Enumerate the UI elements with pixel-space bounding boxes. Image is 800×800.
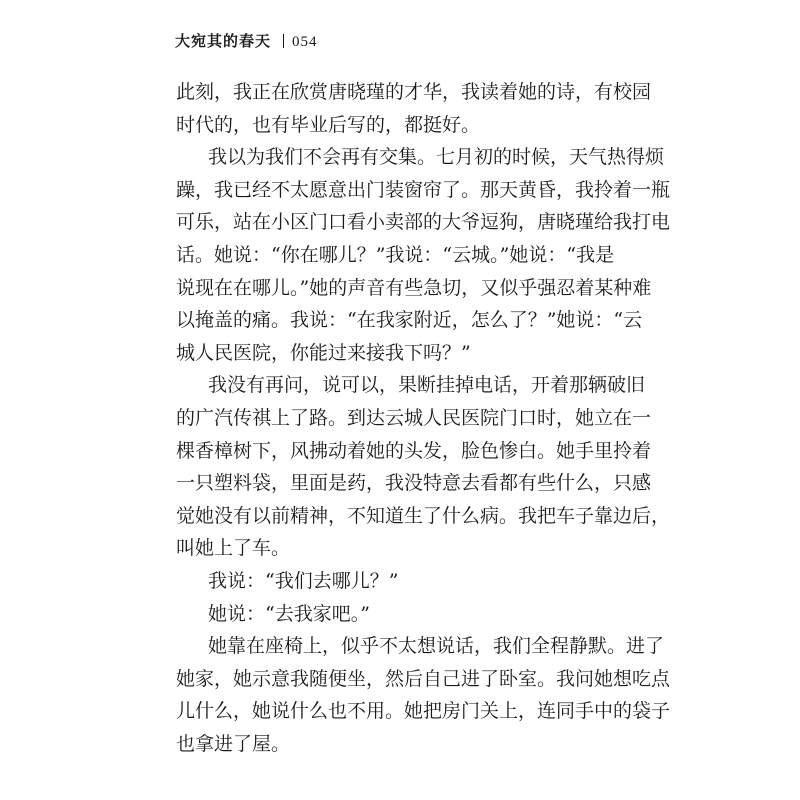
running-head [175, 30, 318, 51]
text-line: 她说：“去我家吧。” [208, 602, 370, 625]
text-line: 以掩盖的痛。我说：“在我家附近，怎么了？”她说：“云 [176, 309, 643, 332]
text-line: 躁，我已经不太愿意出门装窗帘了。那天黄昏，我拎着一瓶 [176, 178, 671, 201]
text-line: 一只塑料袋，里面是药，我没特意去看都有些什么，只感 [176, 472, 652, 495]
book-title: 大宛其的春天 [175, 32, 272, 50]
text-line: 她靠在座椅上，似乎不太想说话，我们全程静默。进了 [208, 635, 665, 658]
text-line: 城人民医院，你能过来接我下吗？” [176, 341, 471, 364]
header-separator [283, 34, 284, 48]
text-line: 时代的，也有毕业后写的，都挺好。 [176, 113, 481, 136]
text-line: 我说：“我们去哪儿？” [208, 569, 399, 592]
text-line: 她家，她示意我随便坐，然后自己进了卧室。我问她想吃点 [176, 667, 671, 690]
body-text [176, 76, 671, 760]
text-line: 我没有再问，说可以，果断挂掉电话，开着那辆破旧 [208, 374, 646, 397]
text-line: 棵香樟树下，风拂动着她的头发，脸色惨白。她手里拎着 [176, 439, 652, 462]
text-line: 我以为我们不会再有交集。七月初的时候，天气热得烦 [208, 146, 665, 169]
text-line: 话。她说：“你在哪儿？”我说：“云城。”她说：“我是 [176, 243, 615, 266]
text-line: 儿什么，她说什么也不用。她把房门关上，连同手中的袋子 [176, 700, 671, 723]
text-line: 也拿进了屋。 [176, 732, 291, 755]
text-line: 说现在在哪儿。”她的声音有些急切，又似乎强忍着某种难 [176, 276, 652, 299]
text-line: 此刻，我正在欣赏唐晓瑾的才华，我读着她的诗，有校园 [176, 81, 652, 103]
text-line: 觉她没有以前精神，不知道生了什么病。我把车子靠边后， [176, 504, 671, 527]
page-number: 054 [292, 34, 318, 50]
text-line: 叫她上了车。 [176, 537, 291, 560]
text-line: 可乐，站在小区门口看小卖部的大爷逗狗，唐晓瑾给我打电 [176, 211, 671, 234]
text-line: 的广汽传祺上了路。到达云城人民医院门口时，她立在一 [176, 406, 652, 429]
